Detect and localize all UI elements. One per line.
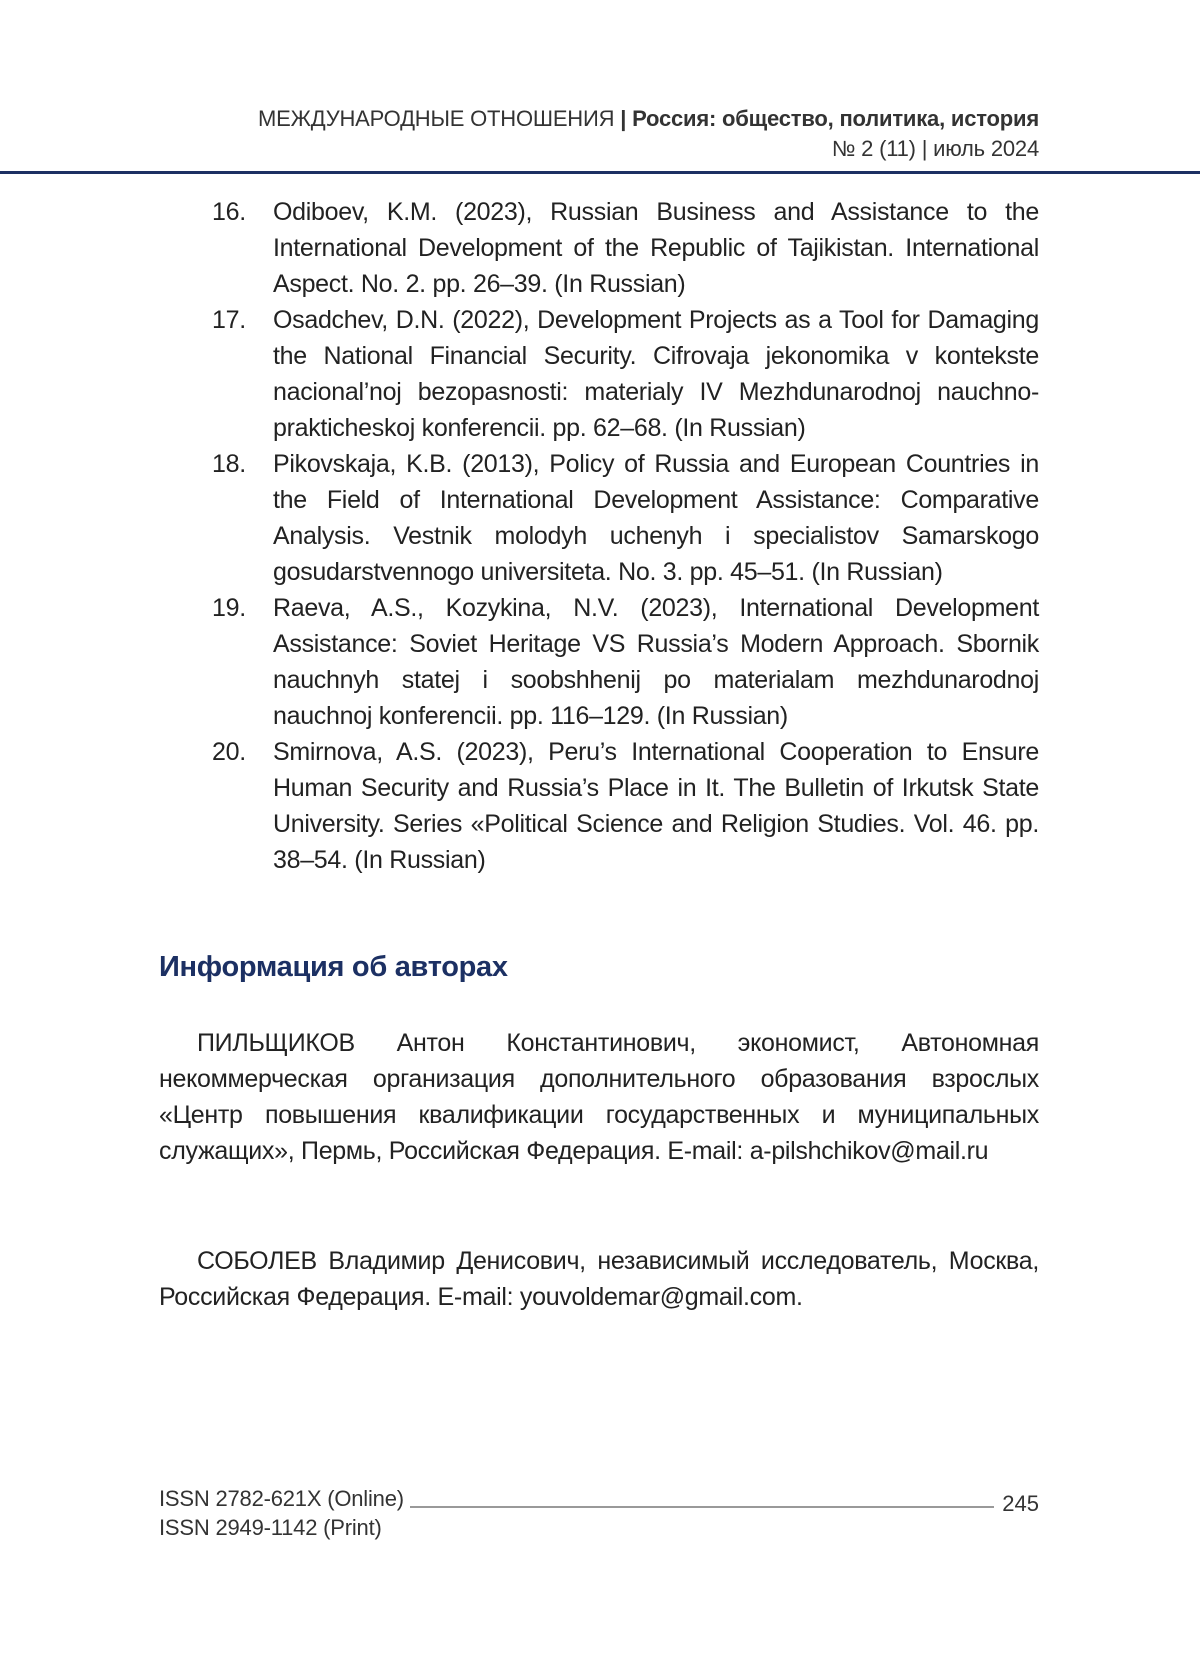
- reference-text: Osadchev, D.N. (2022), Development Projects as a Tool for Damaging the National Financial Security. Cifrovaja jekonomika v kontekste nacional’noj bezopasnosti: materialy IV Mezhdunarodnoj nauchno-prakticheskoj konferencii. pp. 62–68. (In Russian): [273, 306, 1039, 442]
- reference-item: [212, 302, 1039, 446]
- header-journal-name: Россия: общество, политика, история: [632, 106, 1039, 131]
- reference-item: [212, 734, 1039, 878]
- header-rule: [0, 171, 1200, 174]
- reference-number: 16.: [212, 198, 246, 226]
- issn-online: ISSN 2782-621X (Online): [159, 1486, 404, 1511]
- reference-number: 18.: [212, 450, 246, 478]
- author-info-paragraph: ПИЛЬЩИКОВ Антон Константинович, экономист, Автономная некоммерческая организация дополнительного образования взрослых «Центр повышения квалификации государственных и муниципальных служащих», Пермь, Российская Федерация. E-mail: a-pilshchikov@mail.ru: [159, 1029, 1039, 1165]
- reference-text: Smirnova, A.S. (2023), Peru’s International Cooperation to Ensure Human Security and Russia’s Place in It. The Bulletin of Irkutsk State University. Series «Political Science and Religion Studies. Vol. 46. pp. 38–54. (In Russian): [273, 738, 1039, 874]
- footer-issn: [159, 1484, 404, 1542]
- reference-text: Odiboev, K.M. (2023), Russian Business and Assistance to the International Development of the Republic of Tajikistan. International Aspect. No. 2. pp. 26–39. (In Russian): [273, 198, 1039, 298]
- authors-section-heading: Информация об авторах: [159, 951, 508, 983]
- reference-text: Raeva, A.S., Kozykina, N.V. (2023), International Development Assistance: Soviet Heritage VS Russia’s Modern Approach. Sbornik nauchnyh statej i soobshhenij po materialam mezhdunarodnoj nauchnoj konferencii. pp. 116–129. (In Russian): [273, 594, 1039, 730]
- reference-text: Pikovskaja, K.B. (2013), Policy of Russia and European Countries in the Field of International Development Assistance: Comparative Analysis. Vestnik molodyh uchenyh i specialistov Samarskogo gosudarstvennogo universiteta. No. 3. pp. 45–51. (In Russian): [273, 450, 1039, 586]
- author-info-paragraph: СОБОЛЕВ Владимир Денисович, независимый исследователь, Москва, Российская Федерация. E-mail: youvoldemar@gmail.com.: [159, 1247, 1039, 1311]
- reference-number: 17.: [212, 306, 246, 334]
- reference-item: [212, 590, 1039, 734]
- page-number: 245: [1002, 1491, 1039, 1516]
- reference-list: [212, 194, 1039, 878]
- reference-item: [212, 446, 1039, 590]
- header-issue: № 2 (11) | июль 2024: [831, 136, 1039, 161]
- issn-print: ISSN 2949-1142 (Print): [159, 1515, 382, 1540]
- header-section: МЕЖДУНАРОДНЫЕ ОТНОШЕНИЯ: [258, 106, 615, 131]
- header-title-line: [258, 104, 1039, 134]
- reference-number: 19.: [212, 594, 246, 622]
- reference-item: [212, 194, 1039, 302]
- running-header: [258, 104, 1039, 164]
- footer-rule: [410, 1506, 994, 1508]
- header-separator: |: [614, 106, 633, 131]
- reference-number: 20.: [212, 738, 246, 766]
